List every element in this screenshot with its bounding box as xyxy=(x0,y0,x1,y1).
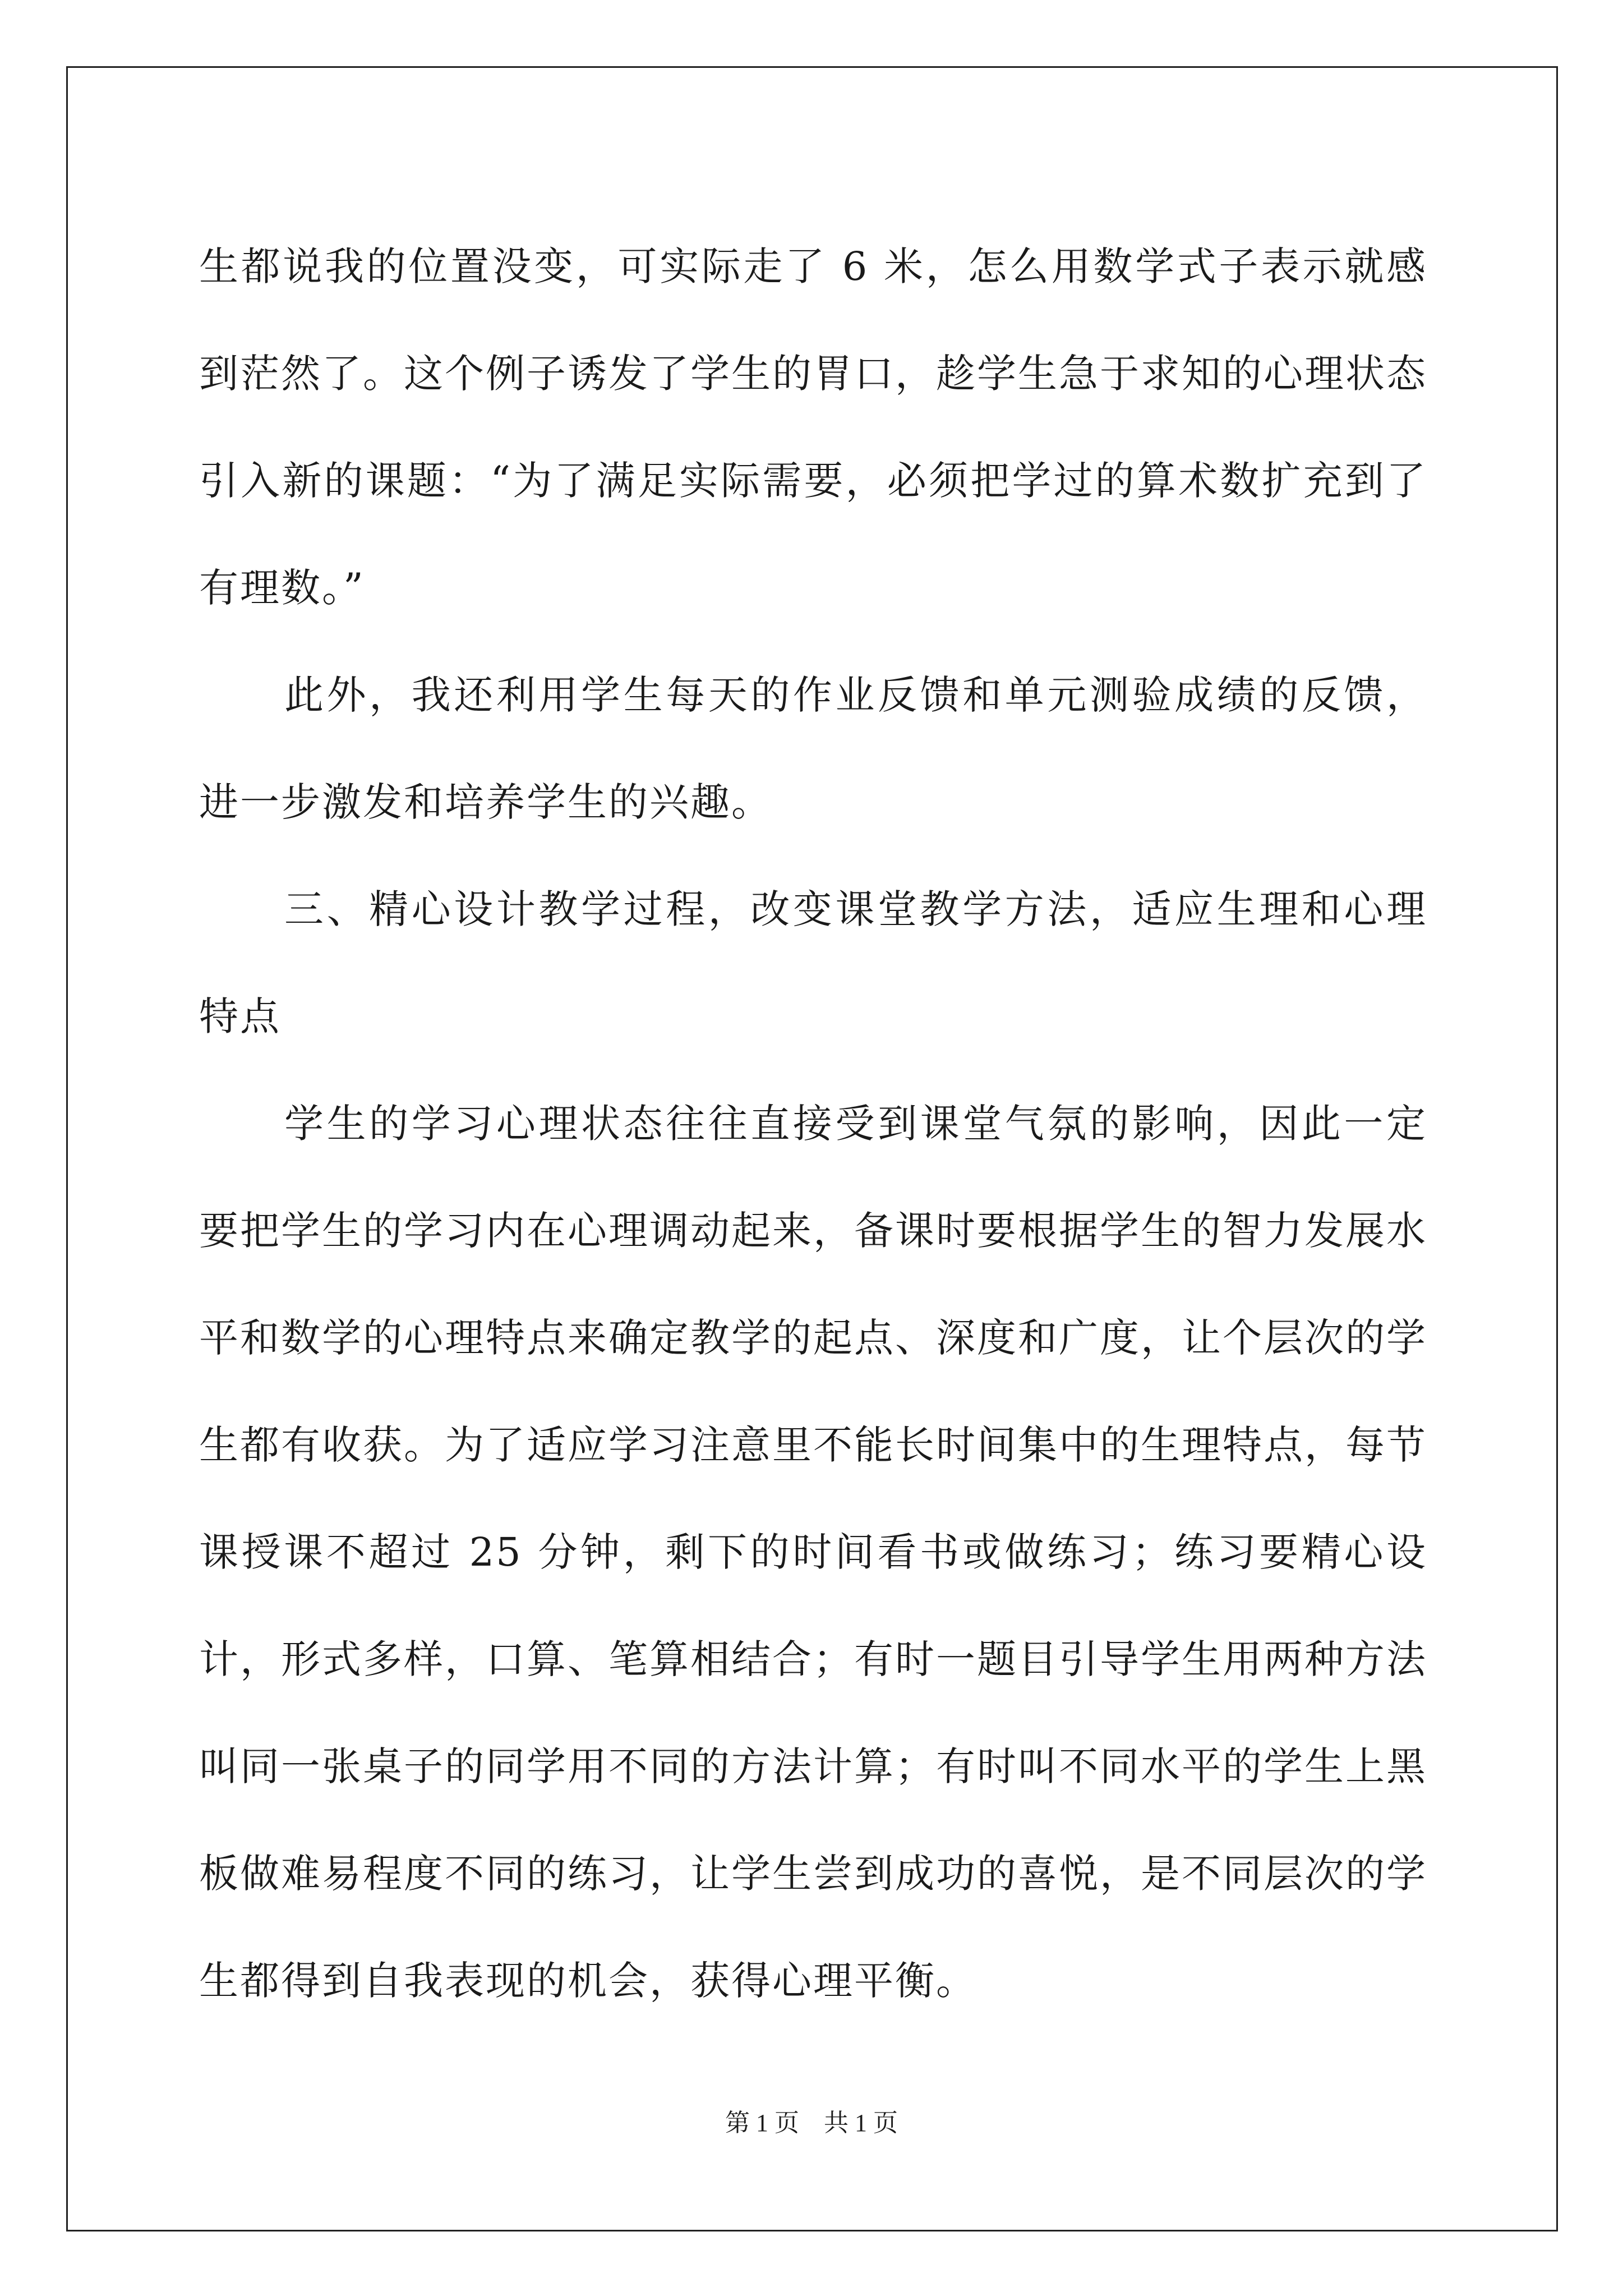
page-footer xyxy=(0,2102,1623,2138)
paragraph-1: 生都说我的位置没变，可实际走了 6 米，怎么用数学式子表示就感到茫然了。这个例子诱发了学生的胃口，趁学生急于求知的心理状态引入新的课题：“为了满足实际需要，必须把学过的算术数扩充到了有理数。” xyxy=(199,243,1427,611)
document-body xyxy=(199,213,1427,2035)
section-heading-3: 三、精心设计教学过程，改变课堂教学方法，适应生理和心理特点 xyxy=(199,886,1427,1039)
page-total: 共 1 页 xyxy=(824,2109,898,2137)
page-number: 第 1 页 xyxy=(725,2109,799,2137)
paragraph-4: 学生的学习心理状态往往直接受到课堂气氛的影响，因此一定要把学生的学习内在心理调动起来，备课时要根据学生的智力发展水平和数学的心理特点来确定教学的起点、深度和广度，让个层次的学生都有收获。为了适应学习注意里不能长时间集中的生理特点，每节课授课不超过 25 分钟，剩下的时间看书或做练习；练习要精心设计，形式多样，口算、笔算相结合；有时一题目引导学生用两种方法叫同一张桌子的同学用不同的方法计算；有时叫不同水平的学生上黑板做难易程度不同的练习，让学生尝到成功的喜悦，是不同层次的学生都得到自我表现的机会，获得心理平衡。 xyxy=(199,1101,1427,2004)
paragraph-2: 此外，我还利用学生每天的作业反馈和单元测验成绩的反馈，进一步激发和培养学生的兴趣。 xyxy=(199,672,1427,825)
